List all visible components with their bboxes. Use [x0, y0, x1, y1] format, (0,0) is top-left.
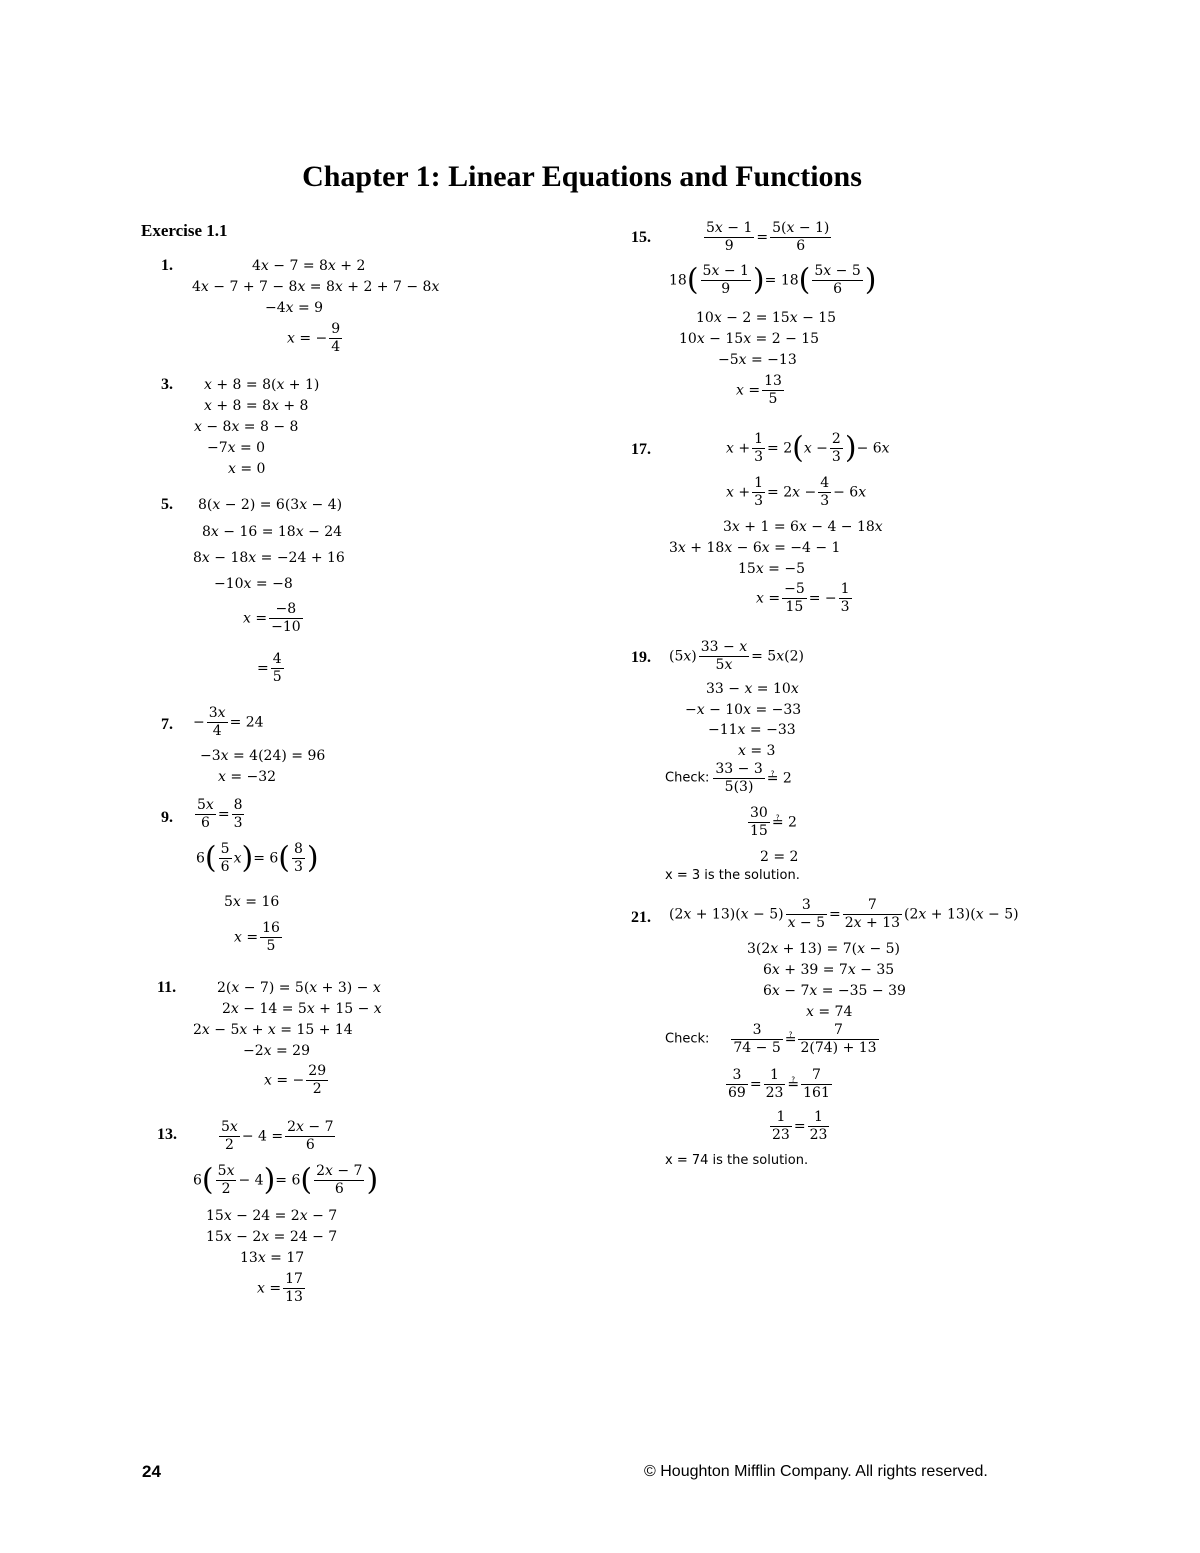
equation-line: 3x + 18x − 6x = −4 − 1 — [669, 540, 841, 556]
check-label: Check: — [665, 770, 710, 786]
problem-number: 1. — [161, 257, 173, 274]
equation-line: 15x = −5 — [738, 561, 806, 577]
solution-statement: x = 74 is the solution. — [665, 1153, 809, 1168]
equation-line: x = −32 — [218, 769, 277, 785]
equation-line: Check: $\frac{33 - 3}{5(3)}$ ≟ 2 — [665, 761, 792, 795]
equation-line: −3x = 4(24) = 96 — [200, 748, 326, 764]
equation-line: 10x − 15x = 2 − 15 — [679, 331, 820, 347]
equation-line: x = $\frac{-8}{-10}$ — [243, 601, 301, 635]
equation-line: x + 8 = 8(x + 1) — [204, 377, 320, 393]
equation-line: 15x − 2x = 24 − 7 — [206, 1229, 338, 1245]
problem-number: 5. — [161, 496, 173, 513]
equation-line: 6( $\frac{5x}{2}$ − 4)= 6( $\frac{2x - 7}{6}$ ) — [193, 1162, 379, 1198]
equation-line: x = − $\frac{29}{2}$ — [264, 1063, 327, 1097]
equation-line: x = $\frac{13}{5}$ — [736, 373, 782, 407]
equation-line: (2x + 13)(x − 5) $\frac{3}{x - 5}$ = $\frac{7}{2x + 13}$ (2x + 13)(x − 5) — [669, 897, 1019, 931]
equation-line: 18( $\frac{5x - 1}{9}$ )= 18( $\frac{5x - 5}{6}$ ) — [669, 262, 877, 298]
equation-line: 10x − 2 = 15x − 15 — [696, 310, 837, 326]
equation-line: x = $\frac{17}{13}$ — [257, 1271, 303, 1305]
equation-line: x + $\frac{1}{3}$ = 2x − $\frac{4}{3}$ − 6x — [726, 475, 867, 509]
equation-line: = $\frac{4}{5}$ — [257, 651, 282, 685]
equation-line: Check: $\frac{3}{74 - 5}$ ≟ $\frac{7}{2(74) + 13}$ — [665, 1022, 877, 1056]
equation-line: 8x − 18x = −24 + 16 — [193, 550, 345, 566]
equation-line: x = 3 — [738, 743, 776, 759]
equation-line: 6x + 39 = 7x − 35 — [763, 962, 895, 978]
equation-line: 5x = 16 — [224, 894, 280, 910]
equation-line: $\frac{1}{23}$ = $\frac{1}{23}$ — [772, 1109, 828, 1143]
equation-line: −2x = 29 — [243, 1043, 310, 1059]
chapter-title: Chapter 1: Linear Equations and Functions — [302, 160, 862, 193]
equation-line: −11x = −33 — [708, 722, 796, 738]
problem-number: 17. — [631, 441, 651, 458]
equation-line: 33 − x = 10x — [706, 681, 799, 697]
equation-line: 3(2x + 13) = 7(x − 5) — [747, 941, 901, 957]
solution-statement: x = 3 is the solution. — [665, 868, 800, 883]
equation-line: $\frac{5x - 1}{9}$ = $\frac{5(x - 1)}{6}$ — [706, 220, 830, 254]
problem-number: 19. — [631, 649, 651, 666]
equation-line: 2 = 2 — [760, 849, 799, 865]
equation-line: 2x − 5x + x = 15 + 14 — [193, 1022, 353, 1038]
equation-line: −4x = 9 — [265, 300, 324, 316]
equation-line: (5x) $\frac{33 - x}{5x}$ = 5x(2) — [669, 639, 804, 673]
equation-line: x + $\frac{1}{3}$ = 2(x − $\frac{2}{3}$ )− 6x — [726, 430, 890, 466]
page-number: 24 — [142, 1462, 161, 1481]
equation-line: $\frac{5x}{2}$ − 4 = $\frac{2x - 7}{6}$ — [221, 1119, 334, 1153]
equation-line: 8x − 16 = 18x − 24 — [202, 524, 343, 540]
equation-line: $\frac{3}{69}$ = $\frac{1}{23}$ ≟ $\frac{7}{161}$ — [728, 1067, 830, 1101]
equation-line: −10x = −8 — [214, 576, 293, 592]
problem-number: 21. — [631, 909, 651, 926]
copyright-notice: © Houghton Mifflin Company. All rights reserved. — [644, 1463, 988, 1480]
equation-line: 3x + 1 = 6x − 4 − 18x — [723, 519, 883, 535]
equation-line: x = 74 — [806, 1004, 853, 1020]
equation-line: −5x = −13 — [718, 352, 797, 368]
equation-line: 4x − 7 + 7 − 8x = 8x + 2 + 7 − 8x — [192, 279, 440, 295]
equation-line: −7x = 0 — [207, 440, 266, 456]
equation-line: 13x = 17 — [240, 1250, 305, 1266]
problem-number: 15. — [631, 229, 651, 246]
equation-line: 15x − 24 = 2x − 7 — [206, 1208, 338, 1224]
exercise-heading: Exercise 1.1 — [141, 221, 228, 240]
problem-number: 3. — [161, 376, 173, 393]
problem-number: 13. — [157, 1126, 177, 1143]
equation-line: x = 0 — [228, 461, 266, 477]
equation-line: 2x − 14 = 5x + 15 − x — [222, 1001, 382, 1017]
check-label: Check: — [665, 1031, 710, 1047]
equation-line: $\frac{30}{15}$ ≟ 2 — [750, 805, 797, 839]
equation-line: −x − 10x = −33 — [685, 702, 802, 718]
equation-line: x − 8x = 8 − 8 — [194, 419, 299, 435]
equation-line: 6( $\frac{5}{6}$ x)= 6( $\frac{8}{3}$ ) — [196, 840, 319, 876]
equation-line: 6x − 7x = −35 − 39 — [763, 983, 906, 999]
equation-line: x = $\frac{16}{5}$ — [234, 920, 280, 954]
problem-number: 9. — [161, 809, 173, 826]
equation-line: 4x − 7 = 8x + 2 — [252, 258, 366, 274]
problem-number: 11. — [157, 979, 177, 996]
equation-line: 8(x − 2) = 6(3x − 4) — [198, 497, 343, 513]
equation-line: $\frac{5x}{6}$ = $\frac{8}{3}$ — [197, 797, 243, 831]
problem-number: 7. — [161, 716, 173, 733]
equation-line: x = $\frac{-5}{15}$ = − $\frac{1}{3}$ — [756, 581, 850, 615]
equation-line: − $\frac{3x}{4}$ = 24 — [193, 705, 264, 739]
equation-line: x = − $\frac{9}{4}$ — [287, 321, 341, 355]
equation-line: 2(x − 7) = 5(x + 3) − x — [217, 980, 381, 996]
equation-line: x + 8 = 8x + 8 — [204, 398, 309, 414]
